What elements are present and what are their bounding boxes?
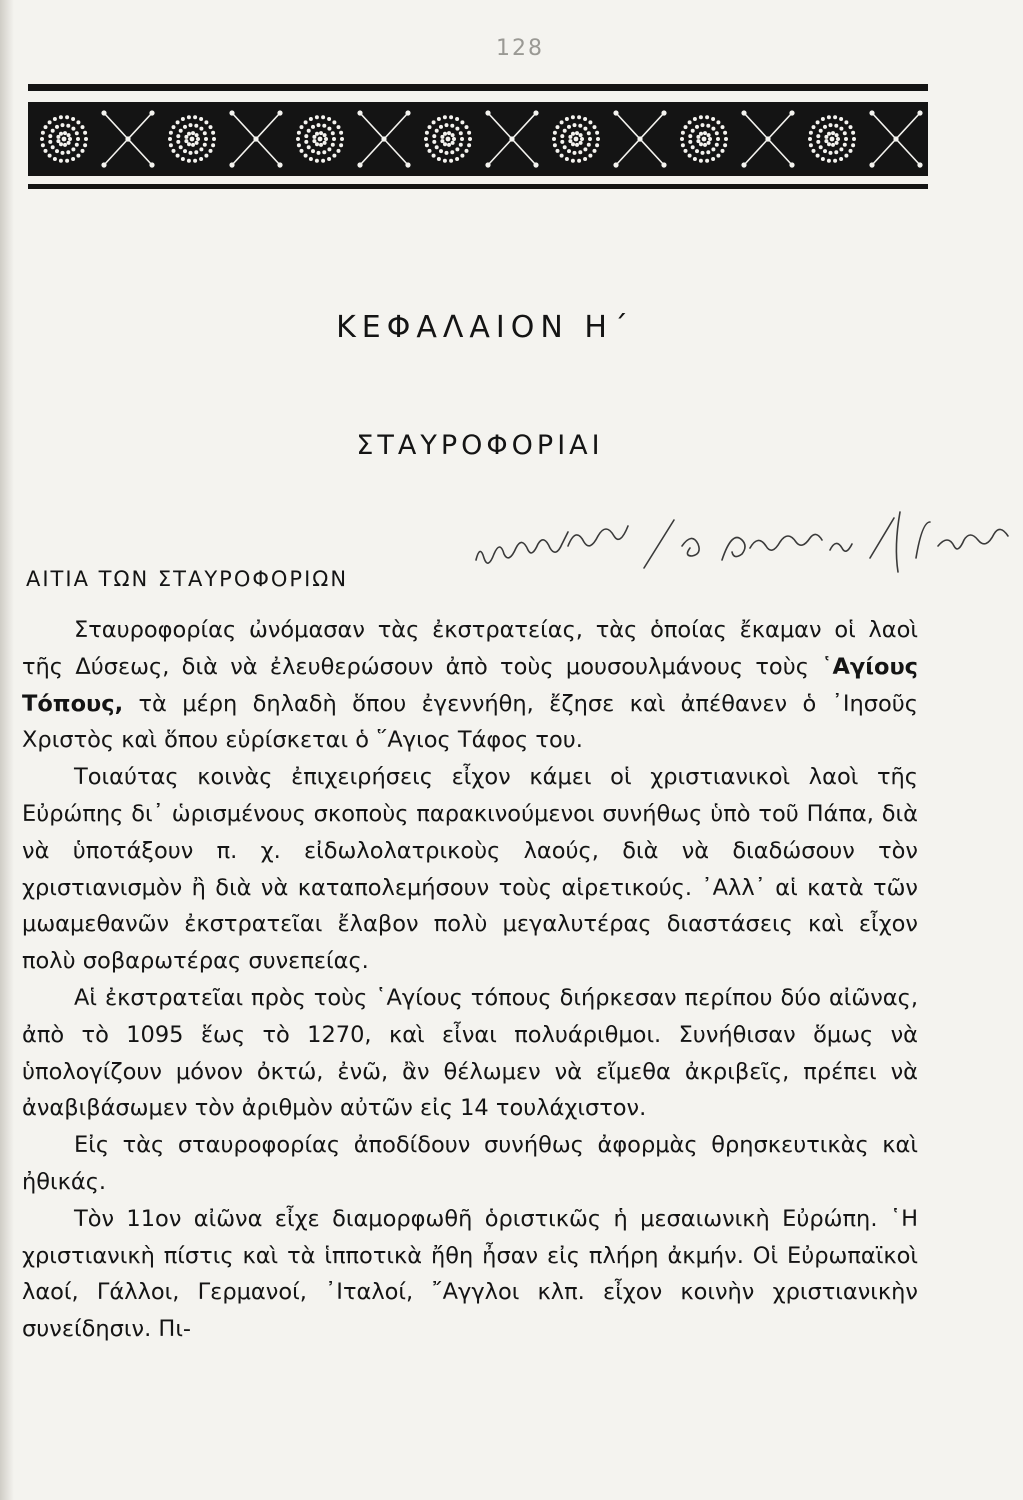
paragraph-text: τὰ μέρη δηλαδὴ ὅπου ἐγεννήθη, ἔζησε καὶ ἀπέθανεν ὁ ᾿Ιησοῦς Χριστὸς καὶ ὅπου εὑρίσκεται ὁ ῞Αγιος Τάφος του. — [22, 690, 918, 754]
paragraph: Εἰς τὰς σταυροφορίας ἀποδίδουν συνήθως ἀφορμὰς θρησκευτικὰς καὶ ἠθικάς. — [22, 1132, 918, 1195]
decorative-header-band — [28, 80, 928, 192]
paragraph — [22, 612, 918, 759]
ornament-pattern — [28, 80, 928, 192]
emphasized-term: ῾Αγίους Τόπους, — [22, 653, 918, 717]
chapter-title: ΚΕΦΑΛΑΙΟΝ Η΄ — [336, 310, 634, 345]
handwritten-annotation — [468, 506, 1020, 596]
page-spine-shadow — [0, 0, 14, 1500]
handwritten-signature — [468, 506, 1020, 596]
body-text — [22, 612, 918, 1348]
paragraph: Τοιαύτας κοινὰς ἐπιχειρήσεις εἶχον κάμει οἱ χριστιανικοὶ λαοὶ τῆς Εὐρώπης δι᾿ ὡρισμένους σκοποὺς παρακινούμενοι συνήθως ὑπὸ τοῦ Πάπα, διὰ νὰ ὑποτάξουν π. χ. εἰδωλολατρικοὺς λαούς, διὰ νὰ διαδώσουν τὸν χριστιανισμὸν ἢ διὰ νὰ καταπολεμήσουν τοὺς αἱρετικούς. ᾿Αλλ᾿ αἱ κατὰ τῶν μωαμεθανῶν ἐκστρατεῖαι ἔλαβον πολὺ μεγαλυτέρας διαστάσεις καὶ εἶχον πολὺ σοβαρωτέρας συνεπείας. — [22, 764, 918, 975]
section-subheading: ΑΙΤΙΑ ΤΩΝ ΣΤΑΥΡΟΦΟΡΙΩΝ — [26, 567, 349, 591]
section-title: ΣΤΑΥΡΟΦΟΡΙΑΙ — [356, 430, 604, 461]
paragraph-text: Σταυροφορίας ὠνόμασαν τὰς ἐκστρατείας, τὰς ὁποίας ἔκαμαν οἱ λαοὶ τῆς Δύσεως, διὰ νὰ ἐλευθερώσουν ἀπὸ τοὺς μουσουλμάνους τοὺς — [22, 617, 918, 680]
paragraph: Αἱ ἐκστρατεῖαι πρὸς τοὺς ῾Αγίους τόπους διήρκεσαν περίπου δύο αἰῶνας, ἀπὸ τὸ 1095 ἕως τὸ 1270, καὶ εἶναι πολυάριθμοι. Συνήθισαν ὅμως νὰ ὑπολογίζουν μόνον ὀκτώ, ἐνῶ, ἂν θέλωμεν νὰ εἴμεθα ἀκριβεῖς, πρέπει νὰ ἀναβιβάσωμεν τὸν ἀριθμὸν αὐτῶν εἰς 14 τουλάχιστον. — [22, 984, 918, 1122]
page-number: 128 — [496, 36, 544, 61]
paragraph: Τὸν 11ον αἰῶνα εἶχε διαμορφωθῆ ὁριστικῶς ἡ μεσαιωνικὴ Εὐρώπη. ῾Η χριστιανικὴ πίστις καὶ τὰ ἱπποτικὰ ἤθη ἦσαν εἰς πλήρη ἀκμήν. Οἱ Εὐρωπαϊκοὶ λαοί, Γάλλοι, Γερμανοί, ᾿Ιταλοί, ῎Αγγλοι κλπ. εἶχον κοινὴν χριστιανικὴν συνείδησιν. Πι- — [22, 1205, 918, 1343]
